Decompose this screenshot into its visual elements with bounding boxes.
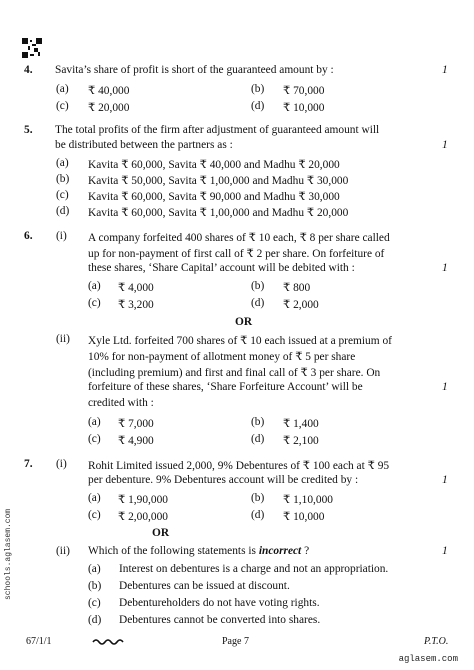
q7-ii-option-label: (d) — [88, 614, 102, 626]
q5-option-value: Kavita ₹ 60,000, Savita ₹ 1,00,000 and Madhu ₹ 20,000 — [88, 207, 349, 219]
tilde-ornament-icon — [92, 636, 126, 646]
q7-ii-text — [88, 545, 309, 557]
q7-ii-option-label: (b) — [88, 580, 102, 592]
q6-i-option-label: (c) — [88, 297, 101, 309]
bottom-watermark: aglasem.com — [398, 654, 458, 664]
q5-option-value: Kavita ₹ 60,000, Savita ₹ 40,000 and Madhu ₹ 20,000 — [88, 159, 340, 171]
q7-i-option-value: ₹ 10,000 — [283, 511, 325, 523]
q6-ii-text-line: credited with : — [88, 397, 154, 409]
q6-ii-option-value: ₹ 7,000 — [118, 418, 154, 430]
q7-i-text-line: Rohit Limited issued 2,000, 9% Debentures of ₹ 100 each at ₹ 95 — [88, 460, 390, 472]
q6-ii-text-line: (including premium) and first and final call of ₹ 3 per share. On — [88, 367, 381, 379]
q7-i-marks: 1 — [442, 474, 448, 486]
q5-text-line: The total profits of the firm after adjustment of guaranteed amount will — [55, 124, 380, 136]
q7-ii-option-value: Debentures cannot be converted into shares. — [119, 614, 321, 626]
q6-i-option-value: ₹ 800 — [283, 282, 311, 294]
q6-i-label: (i) — [56, 230, 67, 242]
q4-option-label: (a) — [56, 83, 69, 95]
q6-i-text-line: up for non-payment of first call of ₹ 2 per share. On forfeiture of — [88, 248, 385, 260]
q7-ii-option-value: Debentures can be issued at discount. — [119, 580, 290, 592]
q5-text-line: be distributed between the partners as : — [55, 139, 233, 151]
q7-i-option-label: (d) — [251, 509, 265, 521]
q6-i-marks: 1 — [442, 262, 448, 274]
q7-or-separator: OR — [152, 527, 170, 539]
q6-ii-text-line: 10% for non-payment of allotment money of ₹ 5 per share — [88, 351, 356, 363]
q6-ii-option-value: ₹ 1,400 — [283, 418, 319, 430]
q7-ii-option-label: (a) — [88, 563, 101, 575]
q4-option-value: ₹ 10,000 — [283, 102, 325, 114]
q6-i-option-value: ₹ 2,000 — [283, 299, 319, 311]
q6-ii-option-value: ₹ 2,100 — [283, 435, 319, 447]
q7-i-option-label: (c) — [88, 509, 101, 521]
q7-ii-text-post: ? — [301, 545, 310, 557]
q7-ii-text-pre: Which of the following statements is — [88, 545, 259, 557]
paper-code: 67/1/1 — [26, 636, 52, 647]
q4-option-value: ₹ 40,000 — [88, 85, 130, 97]
q7-ii-text-emphasis: incorrect — [258, 545, 302, 557]
q7-ii-option-label: (c) — [88, 597, 101, 609]
side-watermark: schools.aglasem.com — [4, 508, 13, 600]
q7-ii-option-value: Debentureholders do not have voting rights. — [119, 597, 320, 609]
q6-ii-marks: 1 — [442, 381, 448, 393]
q6-number: 6. — [24, 230, 33, 242]
q5-option-value: Kavita ₹ 50,000, Savita ₹ 1,00,000 and Madhu ₹ 30,000 — [88, 175, 349, 187]
q6-ii-label: (ii) — [56, 333, 70, 345]
q6-i-text-line: these shares, ‘Share Capital’ account will be debited with : — [88, 262, 355, 274]
q6-i-option-value: ₹ 3,200 — [118, 299, 154, 311]
q7-i-text-line: per debenture. 9% Debentures account will be credited by : — [88, 474, 359, 486]
q7-number: 7. — [24, 458, 33, 470]
q7-i-option-value: ₹ 1,10,000 — [283, 494, 333, 506]
q5-option-label: (d) — [56, 205, 70, 217]
q6-ii-option-label: (c) — [88, 433, 101, 445]
q7-ii-label: (ii) — [56, 545, 70, 557]
q5-option-label: (c) — [56, 189, 69, 201]
q5-number: 5. — [24, 124, 33, 136]
q4-option-value: ₹ 20,000 — [88, 102, 130, 114]
q4-text: Savita’s share of profit is short of the guaranteed amount by : — [55, 64, 334, 76]
q7-ii-option-value: Interest on debentures is a charge and not an appropriation. — [119, 563, 389, 575]
q6-ii-option-label: (a) — [88, 416, 101, 428]
q5-option-value: Kavita ₹ 60,000, Savita ₹ 90,000 and Madhu ₹ 30,000 — [88, 191, 340, 203]
q7-i-option-label: (b) — [251, 492, 265, 504]
q4-number: 4. — [24, 64, 33, 76]
q5-option-label: (a) — [56, 157, 69, 169]
q6-i-option-label: (d) — [251, 297, 265, 309]
q7-i-label: (i) — [56, 458, 67, 470]
q6-or-separator: OR — [235, 316, 253, 328]
q6-ii-option-value: ₹ 4,900 — [118, 435, 154, 447]
q7-ii-marks: 1 — [442, 545, 448, 557]
page-number: Page 7 — [222, 636, 249, 647]
q7-i-option-value: ₹ 1,90,000 — [118, 494, 168, 506]
q4-option-label: (c) — [56, 100, 69, 112]
q6-i-option-label: (b) — [251, 280, 265, 292]
q4-marks: 1 — [442, 64, 448, 76]
q4-option-label: (b) — [251, 83, 265, 95]
q6-i-option-value: ₹ 4,000 — [118, 282, 154, 294]
q4-option-value: ₹ 70,000 — [283, 85, 325, 97]
q6-ii-option-label: (d) — [251, 433, 265, 445]
q7-i-option-label: (a) — [88, 492, 101, 504]
q6-i-text-line: A company forfeited 400 shares of ₹ 10 each, ₹ 8 per share called — [88, 232, 390, 244]
q7-i-option-value: ₹ 2,00,000 — [118, 511, 168, 523]
q6-i-option-label: (a) — [88, 280, 101, 292]
pto-label: P.T.O. — [424, 636, 449, 647]
q6-ii-option-label: (b) — [251, 416, 265, 428]
q5-option-label: (b) — [56, 173, 70, 185]
q6-ii-text-line: Xyle Ltd. forfeited 700 shares of ₹ 10 each issued at a premium of — [88, 335, 392, 347]
q4-option-label: (d) — [251, 100, 265, 112]
q5-marks: 1 — [442, 139, 448, 151]
qr-code — [22, 38, 42, 58]
q6-ii-text-line: forfeiture of these shares, ‘Share Forfeiture Account’ will be — [88, 381, 363, 393]
